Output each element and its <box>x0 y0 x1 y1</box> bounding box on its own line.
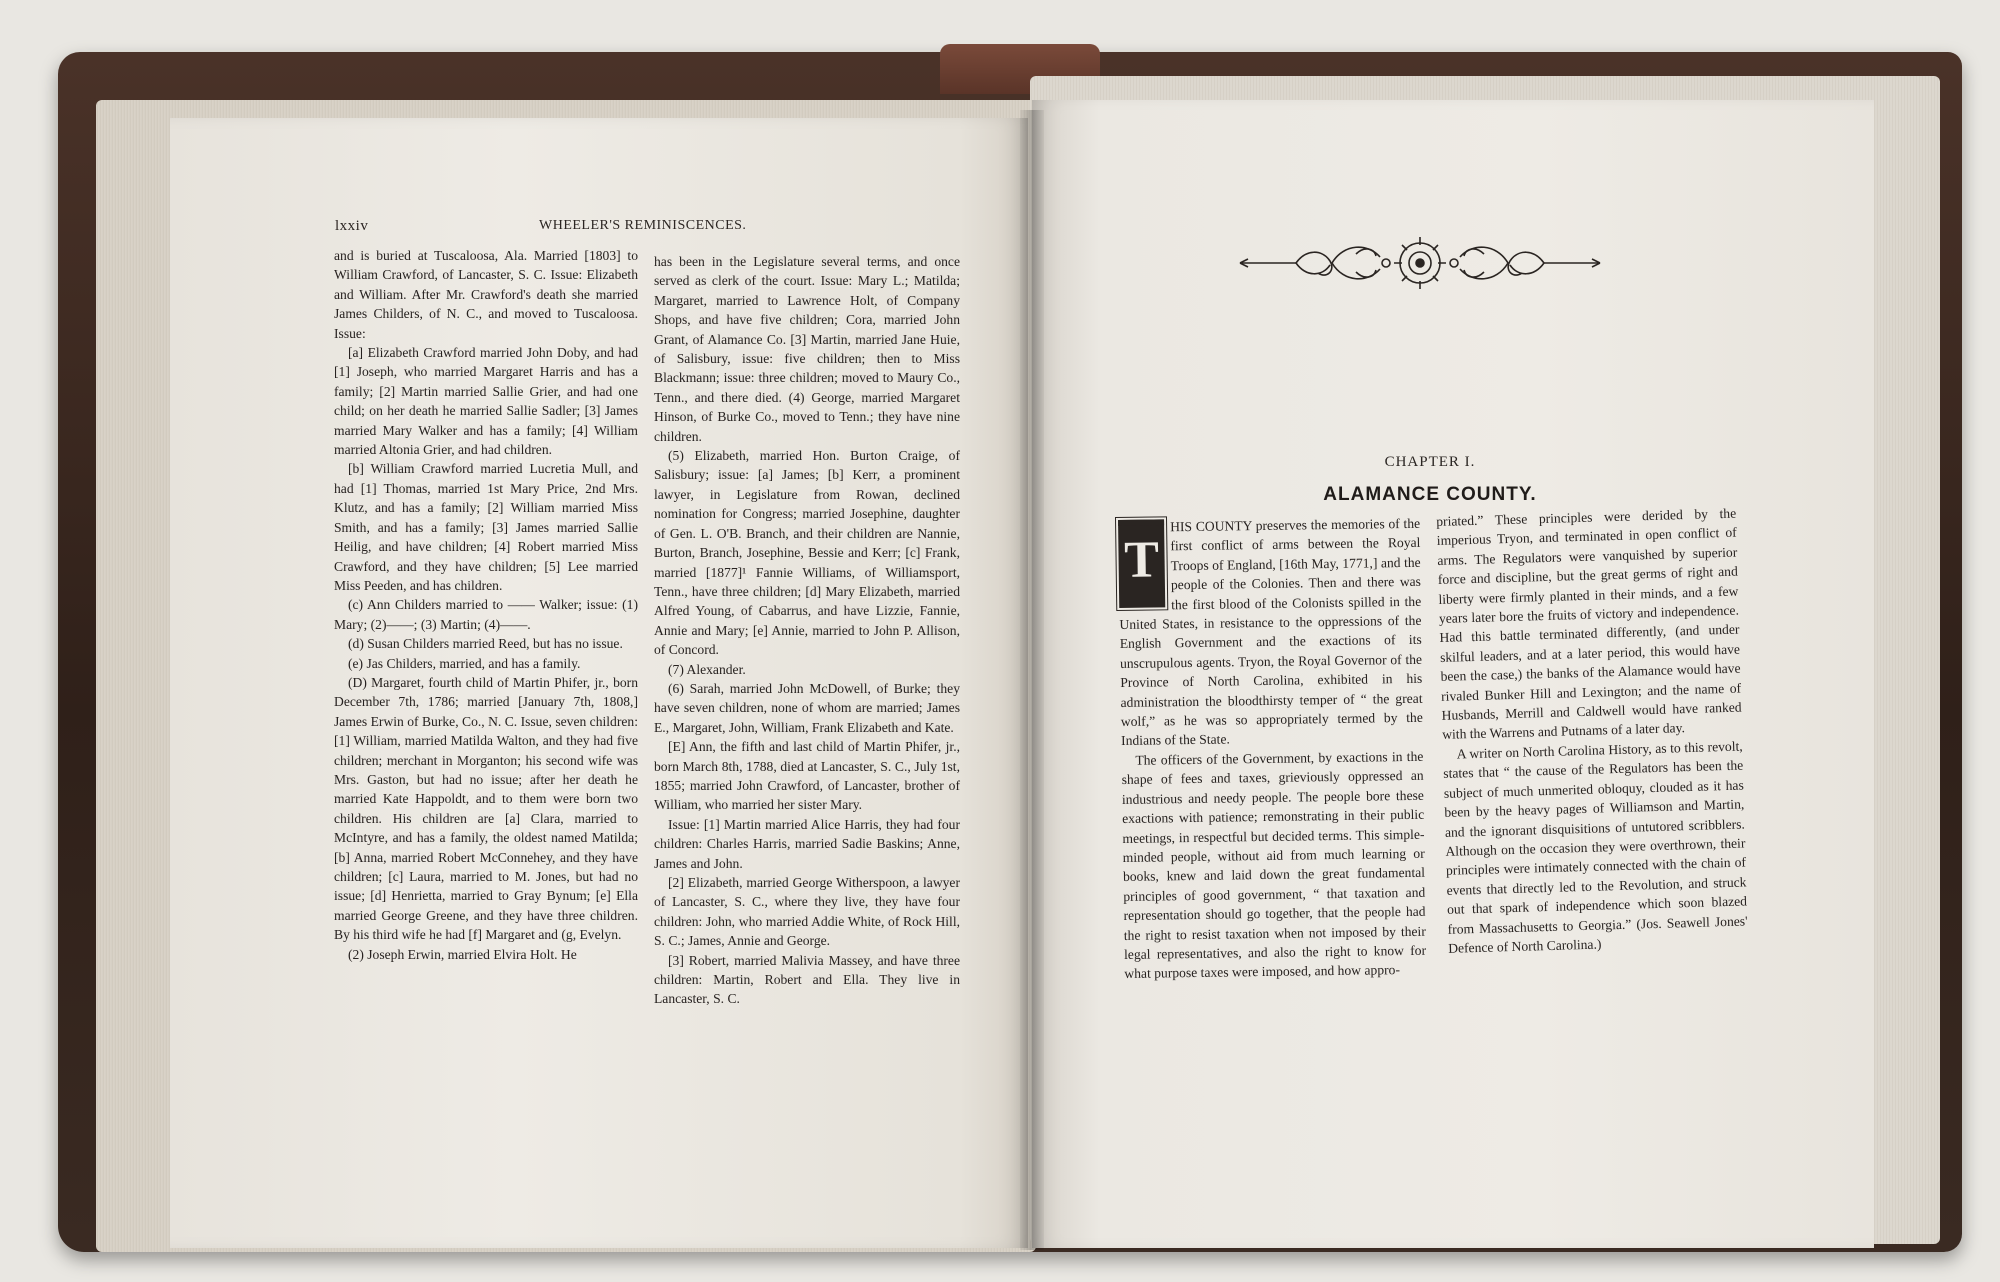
right-page-column-1 <box>1118 514 1426 984</box>
paragraph: (7) Alexander. <box>668 661 746 677</box>
paragraph: A writer on North Carolina History, as to this revolt, states that “ the cause of the Regulators has been the subject of much unmerited obloquy, clouded as it has been by the heavy pages of Williamson and Martin, and the ignorant disquisitions of untutored scribblers. Although on the occasion they were overthrown, their principles were intimately connected with the chain of events that directly led to the Revolution, and struck out that spark of independence which soon blazed from Massachusetts to Georgia.” (Jos. Seawell Jones' Defence of North Carolina.) <box>1443 738 1748 956</box>
paragraph: (5) Elizabeth, married Hon. Burton Craige, of Salisbury; issue: [a] James; [b] Kerr, a prominent lawyer, in Legislature from Rowan, declined nomination for Congress; married Josephine, daughter of Gen. L. O'B. Branch, and their children are Nannie, Burton, Branch, Josephine, Bessie and Kerr; [c] Frank, married [1877]¹ Fannie Williams, of Williamsport, Tenn., have three children; [d] Mary Elizabeth, married Alfred Young, of Cabarrus, and have Lizzie, Fannie, Annie and Mary; [e] Annie, married to John P. Allison, of Concord. <box>654 448 960 658</box>
paragraph: (e) Jas Childers, married, and has a family. <box>348 655 581 671</box>
paragraph: (d) Susan Childers married Reed, but has no issue. <box>348 636 623 652</box>
right-page-column-2 <box>1436 504 1748 959</box>
paragraph: (c) Ann Childers married to —— Walker; issue: (1) Mary; (2)——; (3) Martin; (4)——. <box>334 597 638 632</box>
paragraph: [2] Elizabeth, married George Witherspoon, a lawyer of Lancaster, S. C., where they live, they have four children: John, who married Addie White, of Rock Hill, S. C.; James, Annie and George. <box>654 875 960 949</box>
decorative-ornament <box>1236 232 1604 294</box>
paragraph: [a] Elizabeth Crawford married John Doby, and had [1] Joseph, who married Margaret Harris and has a family; [2] Martin married Sallie Grier, and had one child; on her death he married Sallie Sadler; [3] James married Mary Walker and has a family; [4] William married Altonia Grier, and had children. <box>334 345 638 458</box>
running-head-title: WHEELER'S REMINISCENCES. <box>539 218 747 233</box>
opening-paragraph <box>1118 514 1423 751</box>
paragraph: (2) Joseph Erwin, married Elvira Holt. He <box>348 946 577 962</box>
page-number: lxxiv <box>335 218 369 234</box>
paragraph: (6) Sarah, married John McDowell, of Burke; they have seven children, none of whom are married; James E., Margaret, John, William, Frank Elizabeth and Kate. <box>654 680 960 735</box>
left-page-column-1 <box>334 246 638 964</box>
paragraph: priated.” These principles were derided by the imperious Tryon, and terminated in open conflict of arms. The Regulators were vanquished by superior force and discipline, but the great germs of right and liberty were firmly planted in their minds, and a few years later bore the fruits of victory and independence. Had this battle terminated differently, (and under skilful leaders, and at a later period, this would have been the case,) the banks of the Alamance would have rivaled Bunker Hill and Lexington; and the name of Husbands, Merrill and Caldwell would have ranked with the Warrens and Putnams of a later day. <box>1436 505 1742 743</box>
paragraph: has been in the Legislature several terms, and once served as clerk of the court. Issue: Mary L.; Matilda; Margaret, married to Lawrence Holt, of Company Shops, and have five children; Cora, married John Grant, of Alamance Co. [3] Martin, married Jane Huie, of Salisbury, issue: five children; then to Miss Blackmann; issue: three children; moved to Maury Co., Tenn., and there died. (4) George, married Margaret Hinson, of Burke Co., moved to Tenn.; they have nine children. <box>654 254 960 444</box>
chapter-label: CHAPTER I. <box>1384 454 1476 470</box>
paragraph: (D) Margaret, fourth child of Martin Phifer, jr., born December 7th, 1786; married [January 7th, 1808,] James Erwin of Burke, Co., N. C. Issue, seven children: [1] William, married Matilda Walton, and they had five children; merchant in Morganton; his second wife was Mrs. Gaston, but had no issue; after her death he married Kate Happoldt, and to them were born two children. His children are [a] Clara, married to McIntyre, and has a family, the oldest named Matilda; [b] Anna, married Robert McConnehey, and they have children; [c] Laura, married to M. Jones, but had no issue; [d] Henrietta, married to Gray Bynum; [e] Ella married George Greene, and they have three children. By his third wife he had [f] Margaret and (g, Evelyn. <box>334 674 638 943</box>
paragraph: and is buried at Tuscaloosa, Ala. Married [1803] to William Crawford, of Lancaster, S. C. Issue: Elizabeth and William. After Mr. Crawford's death she married James Childers, of N. C., and moved to Tuscaloosa. Issue: <box>334 248 638 341</box>
left-page-column-2 <box>654 252 960 1009</box>
book-gutter <box>1020 110 1044 1250</box>
paragraph-text: HIS COUNTY preserves the memories of the first conflict of arms between the Royal Troops of England, [16th May, 1771,] and the people of the Colonies. Then and there was the first blood of the Colonists spilled in the United States, in resistance to the oppressions of the English Government and the exactions of its unscrupulous agents. Tryon, the Royal Governor of the Province of North Carolina, exhibited in his administration the bloodthirsty temper of “ the great wolf,” as he was so appropriately termed by the Indians of the State. <box>1119 515 1423 749</box>
paragraph: Issue: [1] Martin married Alice Harris, they had four children: Charles Harris, married Sadie Baskins; Anne, James and John. <box>654 816 960 871</box>
running-head <box>335 218 995 240</box>
chapter-title: ALAMANCE COUNTY. <box>1323 484 1537 505</box>
paragraph: [3] Robert, married Malivia Massey, and have three children: Martin, Robert and Ella. They live in Lancaster, S. C. <box>654 952 960 1007</box>
paragraph: [E] Ann, the fifth and last child of Martin Phifer, jr., born March 8th, 1788, died at Lancaster, S. C., July 1st, 1855; married John Crawford, of Lancaster, brother of William, who married her sister Mary. <box>654 739 960 813</box>
paragraph: The officers of the Government, by exactions in the shape of fees and taxes, grieviously oppressed an industrious and needy people. The people bore these exactions with patience; remonstrating in their public meetings, in respectful but decided terms. This simple-minded people, without aid from much learning or books, knew and laid down the great fundamental principles of good government, “ that taxation and representation should go together, that the people had the right to resist taxation when not imposed by their legal representatives, and also the right to know for what purpose taxes were imposed, and how appro- <box>1121 748 1427 982</box>
paragraph: [b] William Crawford married Lucretia Mull, and had [1] Thomas, married 1st Mary Price, 2nd Mrs. Klutz, and has a family; [2] William married Miss Smith, and has a family; [3] James married Sallie Heilig, and have children; [4] Robert married Miss Crawford, and they have children; [5] Lee married Miss Peeden, and has children. <box>334 461 638 593</box>
drop-cap: T <box>1118 519 1165 608</box>
